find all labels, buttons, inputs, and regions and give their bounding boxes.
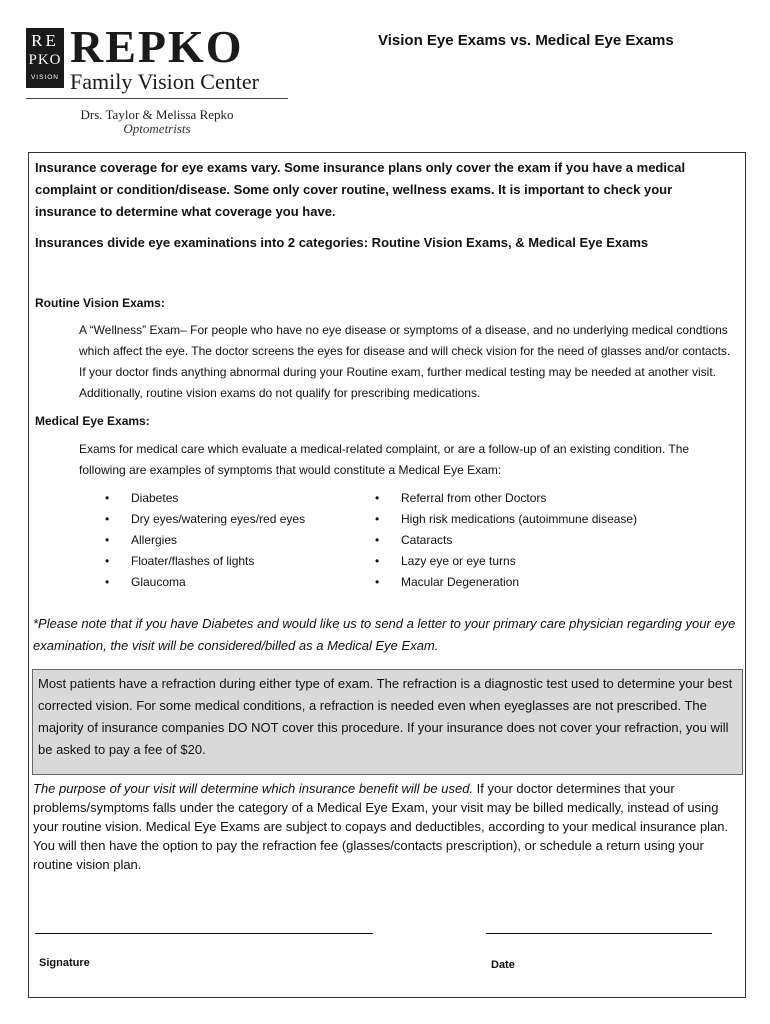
logo-subtitle: Family Vision Center xyxy=(70,69,259,94)
bullet-icon: • xyxy=(375,533,380,547)
list-item-text: Glaucoma xyxy=(131,575,186,589)
list-item-text: Allergies xyxy=(131,533,178,547)
list-item xyxy=(105,554,315,568)
signature-label: Signature xyxy=(39,957,90,969)
logo-divider xyxy=(26,98,288,99)
routine-heading: Routine Vision Exams: xyxy=(35,296,165,310)
list-item xyxy=(375,533,695,547)
list-item-text: Referral from other Doctors xyxy=(401,491,547,505)
bullet-icon: • xyxy=(375,512,380,526)
bullet-icon: • xyxy=(375,491,380,505)
bullet-icon: • xyxy=(105,533,110,547)
purpose-italic-lead: The purpose of your visit will determine which insurance benefit will be used. xyxy=(33,781,474,796)
purpose-paragraph xyxy=(33,779,743,874)
refraction-text: Most patients have a refraction during either type of exam. The refraction is a diagnostic test used to determine your best corrected vision. For some medical conditions, a refraction is needed even when eyeglasses are not prescribed. The majority of insurance companies DO NOT cover this procedure. If your insurance does not cover your refraction, you will be asked to pay a fee of $20. xyxy=(38,676,733,757)
logo-box-line1: RE xyxy=(31,31,59,50)
medical-heading: Medical Eye Exams: xyxy=(35,414,150,428)
doctor-role: Optometrists xyxy=(123,121,191,136)
list-item xyxy=(375,512,695,526)
diabetes-note: *Please note that if you have Diabetes and would like us to send a letter to your primary care physician regarding your eye examination, the visit will be considered/billed as a Medical Eye Exam. xyxy=(33,616,736,653)
list-item-text: Diabetes xyxy=(131,491,179,505)
signature-line[interactable] xyxy=(35,933,373,934)
list-item-text: Cataracts xyxy=(401,533,453,547)
list-item xyxy=(105,512,315,526)
doctor-names: Drs. Taylor & Melissa Repko xyxy=(80,107,234,122)
practice-logo xyxy=(26,21,290,138)
list-item-text: Dry eyes/watering eyes/red eyes xyxy=(131,512,306,526)
date-label: Date xyxy=(491,959,515,971)
list-item xyxy=(105,575,315,589)
list-item xyxy=(375,491,695,505)
logo-box-line3: VISION xyxy=(30,74,60,81)
list-item xyxy=(105,491,315,505)
list-item-text: High risk medications (autoimmune disease) xyxy=(401,512,638,526)
list-item-text: Lazy eye or eye turns xyxy=(401,554,516,568)
symptom-list-left xyxy=(105,491,315,596)
list-item-text: Floater/flashes of lights xyxy=(131,554,255,568)
refraction-callout xyxy=(32,669,743,775)
bullet-icon: • xyxy=(105,491,110,505)
categories-paragraph: Insurances divide eye examinations into 2 categories: Routine Vision Exams, & Medical Eye Exams xyxy=(35,235,649,250)
bullet-icon: • xyxy=(105,512,110,526)
bullet-icon: • xyxy=(105,554,110,568)
logo-box-line2: PKO xyxy=(28,52,62,68)
symptom-list-right xyxy=(375,491,695,596)
intro-paragraph: Insurance coverage for eye exams vary. Some insurance plans only cover the exam if you have a medical complaint or condition/disease. Some only cover routine, wellness exams. It is important to check your insurance to determine what coverage you have. xyxy=(35,160,686,219)
list-item xyxy=(105,533,315,547)
content-frame xyxy=(28,152,746,998)
routine-description: A “Wellness” Exam– For people who have no eye disease or symptoms of a disease, and no underlying medical condtions which affect the eye. The doctor screens the eyes for disease and will check vision for the need of glasses and/or contacts. If your doctor finds anything abnormal during your Routine exam, further medical testing may be needed at another visit. Additionally, routine vision exams do not qualify for prescribing medications. xyxy=(79,323,731,400)
bullet-icon: • xyxy=(375,554,380,568)
bullet-icon: • xyxy=(375,575,380,589)
medical-description: Exams for medical care which evaluate a medical-related complaint, or are a follow-up of an existing condition. The following are examples of symptoms that would constitute a Medical Eye Exam: xyxy=(79,442,690,477)
list-item xyxy=(375,554,695,568)
logo-monogram-box xyxy=(26,28,64,88)
document-title: Vision Eye Exams vs. Medical Eye Exams xyxy=(378,32,674,49)
bullet-icon: • xyxy=(105,575,110,589)
list-item xyxy=(375,575,695,589)
logo-name: REPKO xyxy=(70,21,244,72)
list-item-text: Macular Degeneration xyxy=(401,575,520,589)
purpose-body: If your doctor determines that your problems/symptoms falls under the category of a Medical Eye Exam, your visit may be billed medically, instead of using your routine vision. Medical Eye Exams are subject to copays and deductibles, according to your medical insurance plan. You will then have the option to pay the refraction fee (glasses/contacts prescription), or schedule a return using your routine vision plan. xyxy=(33,781,729,872)
date-line[interactable] xyxy=(486,933,712,934)
